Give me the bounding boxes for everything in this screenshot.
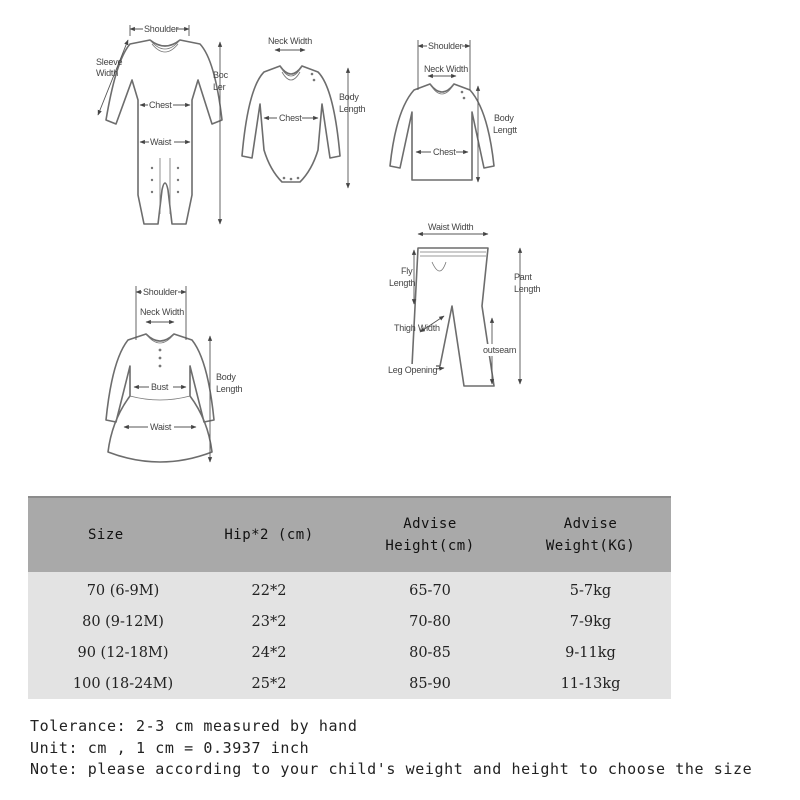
romper-sleeve-label-1: Sleeve xyxy=(96,57,123,67)
table-row xyxy=(28,606,671,637)
pants-fly-label-1: Fly xyxy=(401,266,413,276)
cell-weight: 5-7kg xyxy=(510,572,671,606)
cell-height: 80-85 xyxy=(350,637,510,668)
cell-height: 85-90 xyxy=(350,668,510,699)
header-weight xyxy=(510,497,671,572)
pants-leg-label: Leg Opening xyxy=(388,365,438,375)
dress-body-label-1: Body xyxy=(216,372,236,382)
unit-note: Unit: cm , 1 cm = 0.3937 inch xyxy=(30,738,310,757)
romper-diagram xyxy=(96,23,229,224)
romper-chest-label: Chest xyxy=(149,100,172,110)
top-chest-label: Chest xyxy=(433,147,456,157)
cell-weight: 7-9kg xyxy=(510,606,671,637)
header-hip: Hip*2 (cm) xyxy=(188,497,350,572)
table-row xyxy=(28,637,671,668)
table-row xyxy=(28,572,671,606)
romper-body-label-2: Ler xyxy=(213,82,226,92)
romper-body-label-1: Boc xyxy=(213,70,228,80)
header-height xyxy=(350,497,510,572)
romper-waist-label: Waist xyxy=(150,137,172,147)
header-height-line2: Height(cm) xyxy=(385,538,475,554)
table-row xyxy=(28,668,671,699)
cell-height: 65-70 xyxy=(350,572,510,606)
cell-height: 70-80 xyxy=(350,606,510,637)
cell-size: 90 (12-18M) xyxy=(28,637,188,668)
bodysuit-neck-label: Neck Width xyxy=(268,36,313,46)
pants-pant-label-1: Pant xyxy=(514,272,532,282)
tolerance-note: Tolerance: 2-3 cm measured by hand xyxy=(30,717,358,735)
cell-size: 100 (18-24M) xyxy=(28,668,188,699)
bodysuit-body-label-1: Body xyxy=(339,92,359,102)
pants-outseam-label: outseam xyxy=(483,345,517,355)
choose-size-note: Note: please according to your child's weight and height to choose the size xyxy=(30,760,753,778)
cell-size: 80 (9-12M) xyxy=(28,606,188,637)
top-body-label-1: Body xyxy=(494,113,514,123)
romper-sleeve-label-2: Width xyxy=(96,68,119,78)
bodysuit-chest-label: Chest xyxy=(279,113,302,123)
pants-thigh-label: Thigh Width xyxy=(394,323,440,333)
size-notes xyxy=(30,716,800,781)
top-shoulder-label: Shoulder xyxy=(428,41,463,51)
top-body-label-2: Lengtt xyxy=(493,125,517,135)
cell-hip: 23*2 xyxy=(188,606,350,637)
table-header-row xyxy=(28,497,671,572)
cell-hip: 22*2 xyxy=(188,572,350,606)
romper-shoulder-label: Shoulder xyxy=(144,24,179,34)
header-size: Size xyxy=(28,497,188,572)
dress-body-label-2: Length xyxy=(216,384,243,394)
dress-shoulder-label: Shoulder xyxy=(143,287,178,297)
pants-diagram xyxy=(388,222,541,386)
bodysuit-body-label-2: Length xyxy=(339,104,366,114)
cell-hip: 25*2 xyxy=(188,668,350,699)
size-chart-table xyxy=(28,496,671,699)
cell-hip: 24*2 xyxy=(188,637,350,668)
romper-snaps xyxy=(151,167,179,193)
header-height-line1: Advise xyxy=(403,516,457,532)
top-neck-label: Neck Width xyxy=(424,64,469,74)
cell-size: 70 (6-9M) xyxy=(28,572,188,606)
pants-waist-label: Waist Width xyxy=(428,222,474,232)
pants-pant-label-2: Length xyxy=(514,284,541,294)
header-weight-line2: Weight(KG) xyxy=(545,538,636,554)
dress-diagram xyxy=(106,286,243,462)
dress-bust-label: Bust xyxy=(151,382,169,392)
cell-weight: 9-11kg xyxy=(510,637,671,668)
bodysuit-diagram xyxy=(242,36,366,188)
dress-neck-label: Neck Width xyxy=(140,307,185,317)
pants-fly-label-2: Length xyxy=(389,278,416,288)
cell-weight: 11-13kg xyxy=(510,668,671,699)
dress-waist-label: Waist xyxy=(150,422,172,432)
header-weight-line1: Advise xyxy=(563,516,618,532)
top-diagram xyxy=(390,40,518,182)
